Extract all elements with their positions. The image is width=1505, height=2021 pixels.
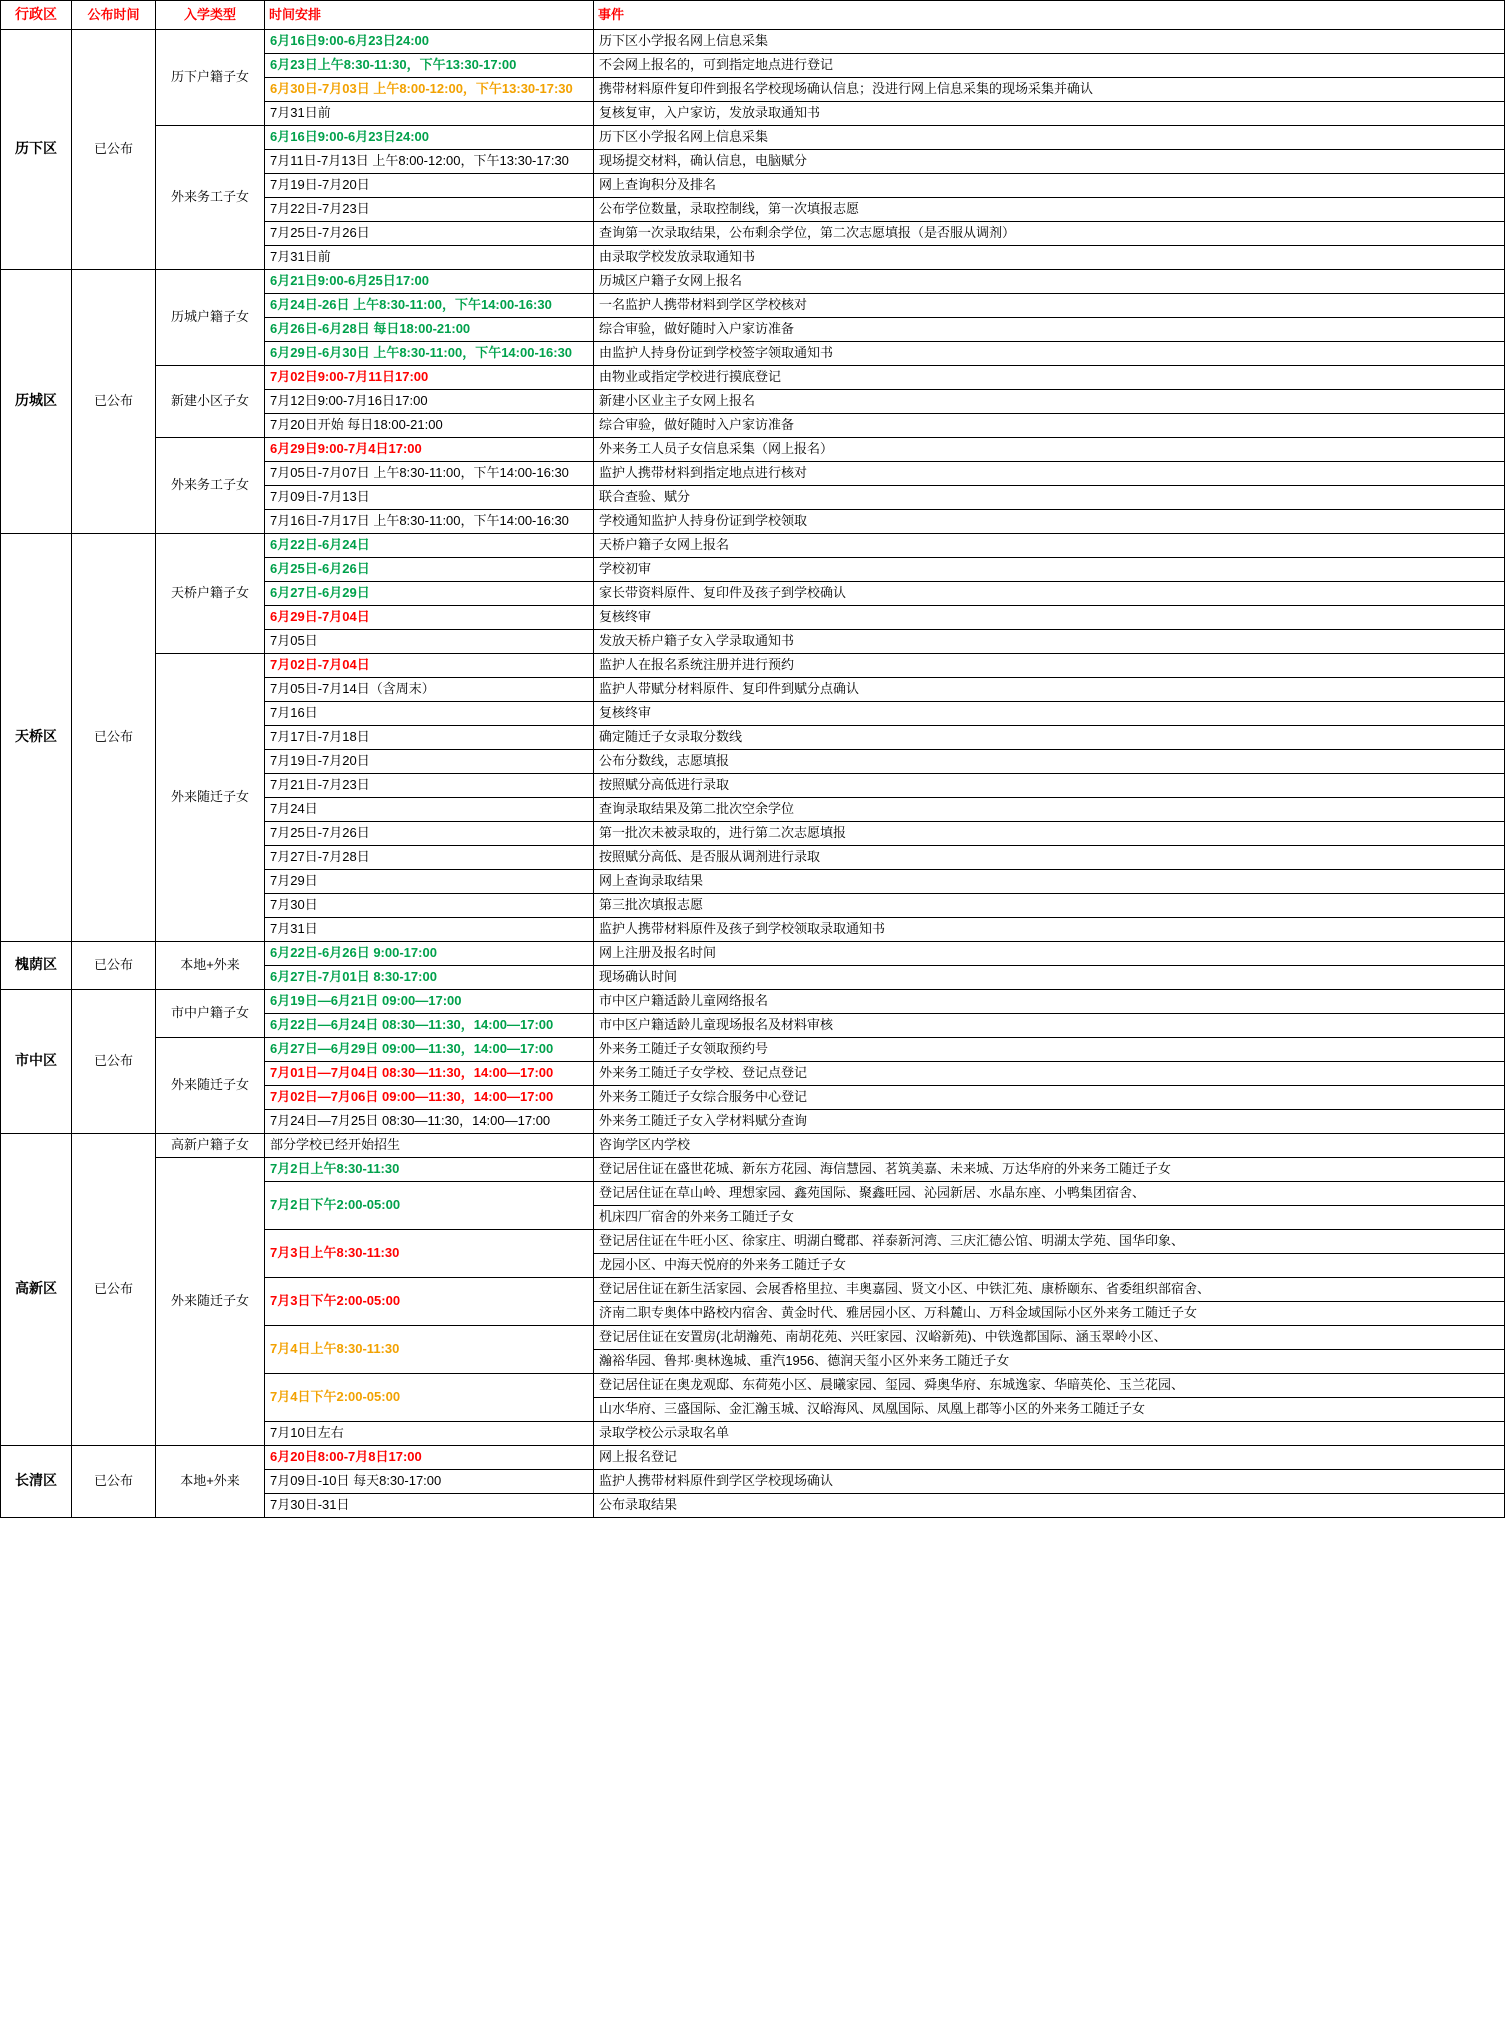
district-name: 高新区	[1, 1133, 72, 1445]
event-description: 现场确认时间	[594, 965, 1505, 989]
table-row	[1, 1133, 1505, 1157]
table-row	[1, 29, 1505, 53]
enrollment-type: 外来随迁子女	[156, 1037, 265, 1133]
schedule-time: 7月09日-10日 每天8:30-17:00	[265, 1469, 594, 1493]
event-description: 复核终审	[594, 701, 1505, 725]
event-description: 由物业或指定学校进行摸底登记	[594, 365, 1505, 389]
publish-status: 已公布	[72, 533, 156, 941]
event-description: 一名监护人携带材料到学区学校核对	[594, 293, 1505, 317]
event-description: 按照赋分高低进行录取	[594, 773, 1505, 797]
table-row	[1, 1445, 1505, 1469]
enrollment-type: 新建小区子女	[156, 365, 265, 437]
schedule-time: 7月17日-7月18日	[265, 725, 594, 749]
event-description-continued: 山水华府、三盛国际、金汇瀚玉城、汉峪海风、凤凰国际、凤凰上郡等小区的外来务工随迁子女	[594, 1397, 1505, 1421]
schedule-time: 7月02日9:00-7月11日17:00	[265, 365, 594, 389]
schedule-time: 7月02日-7月04日	[265, 653, 594, 677]
event-description: 登记居住证在盛世花城、新东方花园、海信慧园、茗筑美嘉、未来城、万达华府的外来务工随迁子女	[594, 1157, 1505, 1181]
event-description: 咨询学区内学校	[594, 1133, 1505, 1157]
enrollment-type: 本地+外来	[156, 941, 265, 989]
schedule-time: 7月16日-7月17日 上午8:30-11:00，下午14:00-16:30	[265, 509, 594, 533]
schedule-time: 7月25日-7月26日	[265, 821, 594, 845]
schedule-time: 7月25日-7月26日	[265, 221, 594, 245]
table-row	[1, 365, 1505, 389]
schedule-time: 7月24日	[265, 797, 594, 821]
schedule-time: 6月30日-7月03日 上午8:00-12:00，下午13:30-17:30	[265, 77, 594, 101]
event-description: 不会网上报名的，可到指定地点进行登记	[594, 53, 1505, 77]
schedule-time: 6月26日-6月28日 每日18:00-21:00	[265, 317, 594, 341]
schedule-time: 6月25日-6月26日	[265, 557, 594, 581]
table-row	[1, 1157, 1505, 1181]
schedule-time: 7月3日下午2:00-05:00	[265, 1277, 594, 1325]
schedule-time: 7月4日上午8:30-11:30	[265, 1325, 594, 1373]
event-description: 登记居住证在安置房(北胡瀚苑、南胡花苑、兴旺家园、汉峪新苑)、中铁逸都国际、涵玉翠岭小区、	[594, 1325, 1505, 1349]
event-description: 外来务工随迁子女入学材料赋分查询	[594, 1109, 1505, 1133]
event-description: 查询录取结果及第二批次空余学位	[594, 797, 1505, 821]
district-name: 槐荫区	[1, 941, 72, 989]
event-description: 发放天桥户籍子女入学录取通知书	[594, 629, 1505, 653]
event-description: 监护人携带材料原件及孩子到学校领取录取通知书	[594, 917, 1505, 941]
event-description: 联合查验、赋分	[594, 485, 1505, 509]
table-row	[1, 653, 1505, 677]
publish-status: 已公布	[72, 269, 156, 533]
event-description: 网上注册及报名时间	[594, 941, 1505, 965]
publish-status: 已公布	[72, 941, 156, 989]
schedule-time: 6月27日-7月01日 8:30-17:00	[265, 965, 594, 989]
event-description: 监护人在报名系统注册并进行预约	[594, 653, 1505, 677]
district-name: 长清区	[1, 1445, 72, 1517]
event-description-continued: 济南二职专奥体中路校内宿舍、黄金时代、雅居园小区、万科麓山、万科金域国际小区外来务工随迁子女	[594, 1301, 1505, 1325]
event-description: 网上报名登记	[594, 1445, 1505, 1469]
event-description: 由监护人持身份证到学校签字领取通知书	[594, 341, 1505, 365]
event-description: 历下区小学报名网上信息采集	[594, 29, 1505, 53]
table-row	[1, 437, 1505, 461]
district-name: 历下区	[1, 29, 72, 269]
event-description: 综合审验，做好随时入户家访准备	[594, 413, 1505, 437]
event-description: 查询第一次录取结果，公布剩余学位，第二次志愿填报（是否服从调剂）	[594, 221, 1505, 245]
schedule-time: 7月2日上午8:30-11:30	[265, 1157, 594, 1181]
schedule-time: 7月31日前	[265, 101, 594, 125]
event-description: 市中区户籍适龄儿童网络报名	[594, 989, 1505, 1013]
schedule-time: 7月4日下午2:00-05:00	[265, 1373, 594, 1421]
event-description: 确定随迁子女录取分数线	[594, 725, 1505, 749]
event-description: 第三批次填报志愿	[594, 893, 1505, 917]
event-description: 监护人携带材料原件到学区学校现场确认	[594, 1469, 1505, 1493]
schedule-time: 7月01日—7月04日 08:30—11:30，14:00—17:00	[265, 1061, 594, 1085]
schedule-time: 7月31日	[265, 917, 594, 941]
event-description-continued: 机床四厂宿舍的外来务工随迁子女	[594, 1205, 1505, 1229]
enrollment-type: 外来务工子女	[156, 437, 265, 533]
event-description: 监护人携带材料到指定地点进行核对	[594, 461, 1505, 485]
enrollment-type: 外来随迁子女	[156, 653, 265, 941]
event-description: 按照赋分高低、是否服从调剂进行录取	[594, 845, 1505, 869]
schedule-time: 7月11日-7月13日 上午8:00-12:00，下午13:30-17:30	[265, 149, 594, 173]
schedule-time: 6月22日-6月26日 9:00-17:00	[265, 941, 594, 965]
enrollment-type: 历下户籍子女	[156, 29, 265, 125]
schedule-time: 6月22日-6月24日	[265, 533, 594, 557]
schedule-time: 7月3日上午8:30-11:30	[265, 1229, 594, 1277]
event-description: 登记居住证在新生活家园、会展香格里拉、丰奥嘉园、贤文小区、中铁汇苑、康桥颐东、省委组织部宿舍、	[594, 1277, 1505, 1301]
event-description: 公布录取结果	[594, 1493, 1505, 1517]
schedule-time: 6月20日8:00-7月8日17:00	[265, 1445, 594, 1469]
schedule-time: 7月19日-7月20日	[265, 749, 594, 773]
schedule-time: 7月05日	[265, 629, 594, 653]
district-name: 天桥区	[1, 533, 72, 941]
event-description: 天桥户籍子女网上报名	[594, 533, 1505, 557]
column-header-district: 行政区	[1, 1, 72, 30]
table-row	[1, 1037, 1505, 1061]
event-description: 历下区小学报名网上信息采集	[594, 125, 1505, 149]
enrollment-type: 外来务工子女	[156, 125, 265, 269]
event-description: 家长带资料原件、复印件及孩子到学校确认	[594, 581, 1505, 605]
district-name: 市中区	[1, 989, 72, 1133]
event-description: 登记居住证在草山岭、理想家园、鑫苑国际、聚鑫旺园、沁园新居、水晶东座、小鸭集团宿舍、	[594, 1181, 1505, 1205]
schedule-time: 7月29日	[265, 869, 594, 893]
event-description: 录取学校公示录取名单	[594, 1421, 1505, 1445]
schedule-time: 6月27日—6月29日 09:00—11:30，14:00—17:00	[265, 1037, 594, 1061]
schedule-time: 部分学校已经开始招生	[265, 1133, 594, 1157]
schedule-time: 7月12日9:00-7月16日17:00	[265, 389, 594, 413]
column-header-schedule: 时间安排	[265, 1, 594, 30]
event-description: 携带材料原件复印件到报名学校现场确认信息；没进行网上信息采集的现场采集并确认	[594, 77, 1505, 101]
event-description: 由录取学校发放录取通知书	[594, 245, 1505, 269]
schedule-time: 6月16日9:00-6月23日24:00	[265, 29, 594, 53]
schedule-time: 7月30日	[265, 893, 594, 917]
event-description: 网上查询录取结果	[594, 869, 1505, 893]
schedule-time: 6月19日—6月21日 09:00—17:00	[265, 989, 594, 1013]
table-row	[1, 989, 1505, 1013]
event-description-continued: 龙园小区、中海天悦府的外来务工随迁子女	[594, 1253, 1505, 1277]
event-description: 新建小区业主子女网上报名	[594, 389, 1505, 413]
district-name: 历城区	[1, 269, 72, 533]
schedule-time: 6月21日9:00-6月25日17:00	[265, 269, 594, 293]
schedule-time: 6月27日-6月29日	[265, 581, 594, 605]
event-description: 历城区户籍子女网上报名	[594, 269, 1505, 293]
table-row	[1, 269, 1505, 293]
schedule-time: 7月21日-7月23日	[265, 773, 594, 797]
publish-status: 已公布	[72, 1445, 156, 1517]
event-description: 外来务工人员子女信息采集（网上报名）	[594, 437, 1505, 461]
table-header	[1, 1, 1505, 30]
schedule-time: 7月30日-31日	[265, 1493, 594, 1517]
schedule-time: 6月22日—6月24日 08:30—11:30，14:00—17:00	[265, 1013, 594, 1037]
publish-status: 已公布	[72, 29, 156, 269]
schedule-time: 7月05日-7月14日（含周末）	[265, 677, 594, 701]
column-header-enrollment-type: 入学类型	[156, 1, 265, 30]
event-description: 市中区户籍适龄儿童现场报名及材料审核	[594, 1013, 1505, 1037]
event-description: 网上查询积分及排名	[594, 173, 1505, 197]
header-row	[1, 1, 1505, 30]
event-description: 综合审验，做好随时入户家访准备	[594, 317, 1505, 341]
schedule-time: 7月19日-7月20日	[265, 173, 594, 197]
schedule-time: 7月22日-7月23日	[265, 197, 594, 221]
event-description: 复核复审，入户家访，发放录取通知书	[594, 101, 1505, 125]
schedule-time: 7月2日下午2:00-05:00	[265, 1181, 594, 1229]
table-row	[1, 533, 1505, 557]
event-description: 公布学位数量，录取控制线，第一次填报志愿	[594, 197, 1505, 221]
event-description: 第一批次未被录取的，进行第二次志愿填报	[594, 821, 1505, 845]
enrollment-type: 市中户籍子女	[156, 989, 265, 1037]
schedule-time: 6月29日9:00-7月4日17:00	[265, 437, 594, 461]
publish-status: 已公布	[72, 989, 156, 1133]
event-description: 学校初审	[594, 557, 1505, 581]
event-description: 外来务工随迁子女学校、登记点登记	[594, 1061, 1505, 1085]
enrollment-type: 高新户籍子女	[156, 1133, 265, 1157]
table-row	[1, 941, 1505, 965]
table-body	[1, 29, 1505, 1517]
schedule-time: 7月27日-7月28日	[265, 845, 594, 869]
event-description: 外来务工随迁子女综合服务中心登记	[594, 1085, 1505, 1109]
event-description: 复核终审	[594, 605, 1505, 629]
schedule-time: 7月09日-7月13日	[265, 485, 594, 509]
enrollment-type: 天桥户籍子女	[156, 533, 265, 653]
schedule-time: 6月23日上午8:30-11:30，下午13:30-17:00	[265, 53, 594, 77]
schedule-time: 6月16日9:00-6月23日24:00	[265, 125, 594, 149]
schedule-time: 7月16日	[265, 701, 594, 725]
event-description: 现场提交材料，确认信息，电脑赋分	[594, 149, 1505, 173]
event-description: 登记居住证在牛旺小区、徐家庄、明湖白鹭郡、祥泰新河湾、三庆汇德公馆、明湖太学苑、国华印象、	[594, 1229, 1505, 1253]
schedule-time: 6月24日-26日 上午8:30-11:00，下午14:00-16:30	[265, 293, 594, 317]
column-header-event: 事件	[594, 1, 1505, 30]
enrollment-type: 外来随迁子女	[156, 1157, 265, 1445]
schedule-time: 7月31日前	[265, 245, 594, 269]
event-description: 外来务工随迁子女领取预约号	[594, 1037, 1505, 1061]
schedule-time: 7月02日—7月06日 09:00—11:30，14:00—17:00	[265, 1085, 594, 1109]
event-description: 监护人带赋分材料原件、复印件到赋分点确认	[594, 677, 1505, 701]
event-description: 登记居住证在奥龙观邸、东荷苑小区、晨曦家园、玺园、舜奥华府、东城逸家、华暗英伦、玉兰花园、	[594, 1373, 1505, 1397]
schedule-time: 7月05日-7月07日 上午8:30-11:00，下午14:00-16:30	[265, 461, 594, 485]
schedule-time: 6月29日-7月04日	[265, 605, 594, 629]
schedule-time: 6月29日-6月30日 上午8:30-11:00，下午14:00-16:30	[265, 341, 594, 365]
schedule-time: 7月20日开始 每日18:00-21:00	[265, 413, 594, 437]
enrollment-type: 本地+外来	[156, 1445, 265, 1517]
event-description-continued: 瀚裕华园、鲁邦·奥林逸城、重汽1956、德润天玺小区外来务工随迁子女	[594, 1349, 1505, 1373]
publish-status: 已公布	[72, 1133, 156, 1445]
event-description: 公布分数线，志愿填报	[594, 749, 1505, 773]
event-description: 学校通知监护人持身份证到学校领取	[594, 509, 1505, 533]
schedule-time: 7月24日—7月25日 08:30—11:30，14:00—17:00	[265, 1109, 594, 1133]
enrollment-type: 历城户籍子女	[156, 269, 265, 365]
column-header-publish-time: 公布时间	[72, 1, 156, 30]
schedule-time: 7月10日左右	[265, 1421, 594, 1445]
table-row	[1, 125, 1505, 149]
